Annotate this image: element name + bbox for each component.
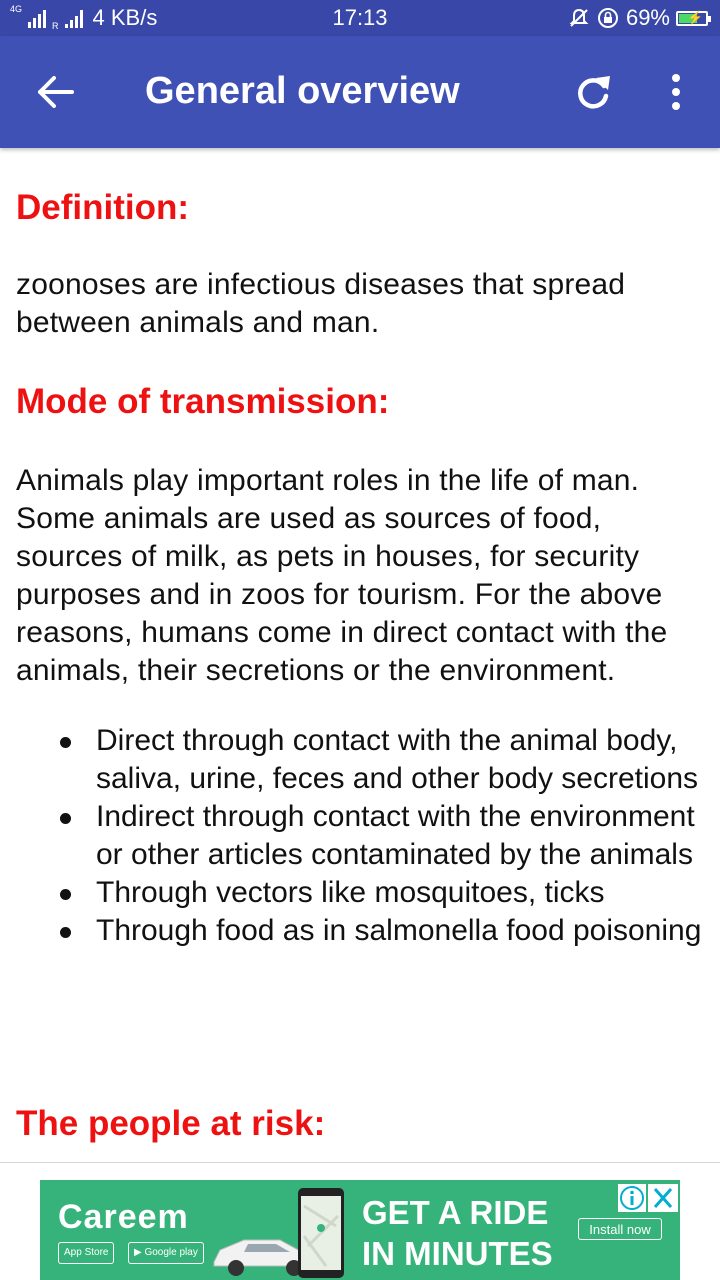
ad-banner[interactable] bbox=[40, 1180, 680, 1280]
article-content[interactable] bbox=[16, 148, 706, 1162]
list-item bbox=[16, 874, 706, 912]
transmission-modes-list bbox=[16, 722, 706, 950]
list-item bbox=[16, 912, 706, 950]
install-now-button[interactable]: Install now bbox=[578, 1218, 662, 1240]
info-icon bbox=[618, 1184, 646, 1212]
list-item-text: Through food as in salmonella food poisoning bbox=[96, 914, 702, 947]
bullet-icon bbox=[60, 927, 71, 938]
bullet-icon bbox=[60, 737, 71, 748]
battery-tip bbox=[708, 16, 711, 22]
ad-divider bbox=[0, 1162, 720, 1163]
page-title: General overview bbox=[145, 70, 460, 112]
mute-icon bbox=[568, 7, 590, 29]
status-right bbox=[568, 5, 708, 31]
ad-brand-logo: Careem bbox=[58, 1198, 189, 1236]
bullet-icon bbox=[60, 813, 71, 824]
definition-heading: Definition: bbox=[16, 188, 190, 227]
ad-close-button[interactable] bbox=[648, 1184, 678, 1212]
roaming-indicator: R bbox=[52, 21, 59, 31]
battery-percent: 69% bbox=[625, 5, 670, 30]
bullet-icon bbox=[60, 889, 71, 900]
refresh-button[interactable] bbox=[570, 68, 616, 116]
rotation-lock-icon bbox=[596, 6, 620, 30]
status-time: 17:13 bbox=[332, 5, 388, 30]
app-store-badge[interactable] bbox=[58, 1242, 114, 1264]
phone-map-icon bbox=[296, 1186, 346, 1280]
definition-text: zoonoses are infectious diseases that spread between animals and man. bbox=[16, 268, 626, 339]
list-item bbox=[16, 798, 706, 874]
charging-bolt-icon: ⚡ bbox=[687, 9, 704, 25]
arrow-left-icon bbox=[30, 70, 82, 114]
transmission-heading: Mode of transmission: bbox=[16, 382, 390, 421]
risk-heading: The people at risk: bbox=[16, 1104, 326, 1143]
google-play-badge[interactable] bbox=[128, 1242, 204, 1264]
play-icon: ▶ bbox=[134, 1247, 145, 1258]
battery-charging-icon bbox=[676, 11, 708, 26]
ad-info-button[interactable] bbox=[618, 1184, 646, 1212]
more-options-button[interactable] bbox=[660, 68, 692, 116]
network-type: 4G bbox=[10, 4, 23, 14]
ad-headline: GET A RIDE IN MINUTES bbox=[362, 1194, 553, 1272]
more-vert-icon bbox=[660, 68, 692, 116]
list-item-text: Direct through contact with the animal body, saliva, urine, feces and other body secretions bbox=[96, 724, 699, 795]
transmission-text: Animals play important roles in the life of man. Some animals are used as sources of food, sources of milk, as pets in houses, for security purposes and in zoos for tourism. For the above reasons, humans come in direct contact with the animals, their secretions or the environment. bbox=[16, 464, 668, 687]
list-item bbox=[16, 722, 706, 798]
status-bar bbox=[0, 0, 720, 36]
app-bar bbox=[0, 36, 720, 148]
refresh-icon bbox=[570, 68, 616, 116]
close-icon bbox=[648, 1184, 678, 1212]
google-play-label: Google play bbox=[144, 1247, 198, 1258]
list-item-text: Through vectors like mosquitoes, ticks bbox=[96, 876, 605, 909]
network-speed: 4 KB/s bbox=[92, 5, 158, 30]
back-button[interactable] bbox=[30, 70, 82, 114]
list-item-text: Indirect through contact with the environment or other articles contaminated by the animals bbox=[96, 800, 695, 871]
app-store-label: App Store bbox=[64, 1247, 109, 1258]
